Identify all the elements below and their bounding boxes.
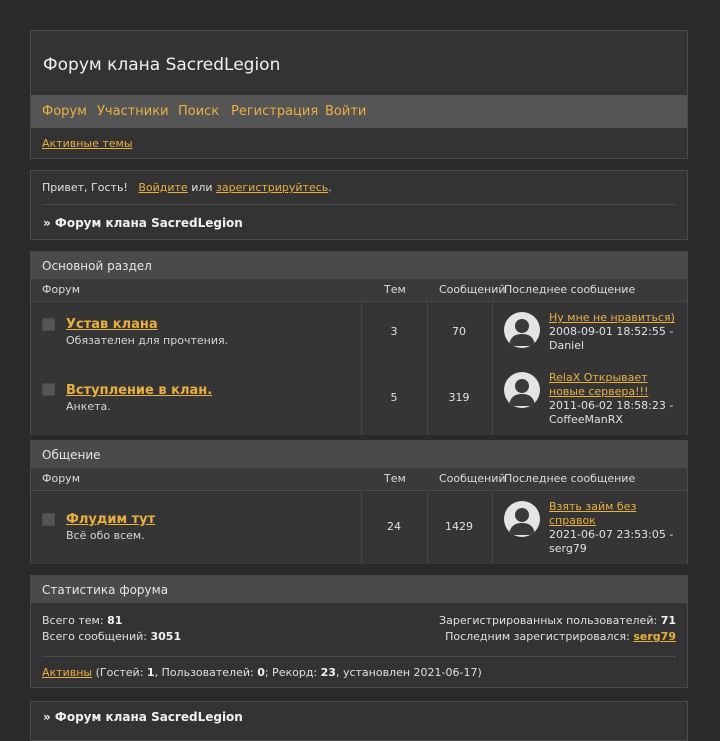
- online-users-link[interactable]: Активны: [42, 666, 93, 679]
- topic-count: 5: [390, 391, 398, 404]
- nav-forum[interactable]: Форум: [42, 104, 87, 119]
- main-nav: [31, 95, 687, 128]
- last-post-info: [549, 311, 684, 353]
- last-post-link[interactable]: Ну мне не нравиться): [549, 311, 675, 324]
- col-last: Последнее сообщение: [504, 283, 636, 296]
- welcome-box: [30, 170, 688, 240]
- site-title: Форум клана SacredLegion: [43, 55, 281, 75]
- nav-login[interactable]: Войти: [325, 104, 367, 119]
- last-post-user: CoffeeManRX: [549, 413, 623, 426]
- col-posts: Сообщений: [439, 283, 506, 296]
- nav-members[interactable]: Участники: [97, 104, 169, 119]
- column-divider: [492, 362, 493, 435]
- forum-status-icon: [42, 318, 55, 331]
- forum-statistics: [30, 575, 688, 688]
- footer-breadcrumb-box: [30, 701, 688, 741]
- total-topics-label: Всего тем:: [42, 614, 104, 627]
- column-divider: [361, 302, 362, 362]
- last-registered-label: Последним зарегистрировался:: [445, 630, 630, 643]
- nav-register[interactable]: Регистрация: [231, 104, 319, 119]
- forum-row: [31, 362, 687, 435]
- forum-status-icon: [42, 383, 55, 396]
- breadcrumb[interactable]: » Форум клана SacredLegion: [43, 710, 243, 724]
- post-count: 319: [448, 391, 470, 404]
- category-main: [30, 251, 688, 435]
- forum-header: [30, 30, 688, 159]
- users-label: , Пользователей:: [154, 666, 254, 679]
- column-divider: [492, 491, 493, 564]
- user-avatar-icon[interactable]: [504, 501, 540, 537]
- category-title: Основной раздел: [42, 259, 152, 273]
- registered-value: 71: [660, 614, 676, 627]
- forum-row: [31, 491, 687, 564]
- greeting-text: Привет, Гость!: [42, 181, 128, 194]
- registered-users: [439, 614, 676, 627]
- total-posts-label: Всего сообщений:: [42, 630, 147, 643]
- column-header-row: [31, 468, 687, 491]
- last-post-link[interactable]: RelaX Открывает новые сервера!!!: [549, 371, 649, 398]
- online-info: [42, 666, 482, 679]
- user-avatar-icon[interactable]: [504, 312, 540, 348]
- record-value: 23: [320, 666, 336, 679]
- registered-label: Зарегистрированных пользователей:: [439, 614, 658, 627]
- total-topics: [42, 614, 122, 627]
- column-divider: [427, 302, 428, 362]
- last-registered-user-link[interactable]: serg79: [633, 630, 676, 643]
- guests-value: 1: [146, 666, 155, 679]
- guests-label: (Гостей:: [95, 666, 144, 679]
- col-topics: Тем: [384, 472, 406, 485]
- column-divider: [361, 362, 362, 435]
- divider: [42, 204, 676, 205]
- login-link[interactable]: Войдите: [138, 181, 188, 194]
- forum-title-link[interactable]: Вступление в клан.: [66, 383, 213, 398]
- total-posts: [42, 630, 181, 643]
- stats-header: [31, 576, 687, 603]
- last-post-user: serg79: [549, 542, 587, 555]
- last-post-link[interactable]: Взять займ без справок: [549, 500, 637, 527]
- category-title: Общение: [42, 448, 101, 462]
- stats-title: Статистика форума: [42, 583, 169, 597]
- record-label: ; Рекорд:: [264, 666, 318, 679]
- post-count: 1429: [445, 520, 473, 533]
- col-forum: Форум: [42, 472, 80, 485]
- record-date: , установлен 2021-06-17): [335, 666, 482, 679]
- last-post-date: 2008-09-01 18:52:55 -: [549, 325, 674, 338]
- col-forum: Форум: [42, 283, 80, 296]
- last-post-info: [549, 500, 684, 556]
- forum-title-link[interactable]: Флудим тут: [66, 512, 156, 527]
- category-chat: [30, 440, 688, 564]
- last-post-user: Daniel: [549, 339, 585, 352]
- forum-row: [31, 302, 687, 363]
- forum-description: Анкета.: [66, 400, 111, 413]
- last-post-date: 2021-06-07 23:53:05 -: [549, 528, 674, 541]
- divider: [42, 656, 676, 657]
- active-topics-link[interactable]: Активные темы: [42, 137, 133, 150]
- topic-count: 24: [387, 520, 401, 533]
- register-link[interactable]: зарегистрируйтесь: [216, 181, 329, 194]
- period-text: .: [328, 181, 332, 194]
- last-post-info: [549, 371, 684, 427]
- category-header: [31, 252, 687, 279]
- topic-count: 3: [390, 325, 398, 338]
- breadcrumb[interactable]: » Форум клана SacredLegion: [43, 216, 243, 230]
- total-topics-value: 81: [107, 614, 123, 627]
- last-registered: [445, 630, 676, 643]
- forum-description: Обязателен для прочтения.: [66, 334, 229, 347]
- column-header-row: [31, 279, 687, 302]
- column-divider: [427, 362, 428, 435]
- user-avatar-icon[interactable]: [504, 372, 540, 408]
- col-topics: Тем: [384, 283, 406, 296]
- column-divider: [492, 302, 493, 362]
- nav-search[interactable]: Поиск: [178, 104, 220, 119]
- users-value: 0: [257, 666, 265, 679]
- or-text: или: [191, 181, 213, 194]
- category-header: [31, 441, 687, 468]
- post-count: 70: [452, 325, 466, 338]
- forum-status-icon: [42, 513, 55, 526]
- last-post-date: 2011-06-02 18:58:23 -: [549, 399, 674, 412]
- total-posts-value: 3051: [150, 630, 182, 643]
- col-last: Последнее сообщение: [504, 472, 636, 485]
- forum-description: Всё обо всем.: [66, 529, 145, 542]
- forum-title-link[interactable]: Устав клана: [66, 317, 158, 332]
- col-posts: Сообщений: [439, 472, 506, 485]
- greeting-line: [42, 181, 332, 194]
- column-divider: [427, 491, 428, 564]
- column-divider: [361, 491, 362, 564]
